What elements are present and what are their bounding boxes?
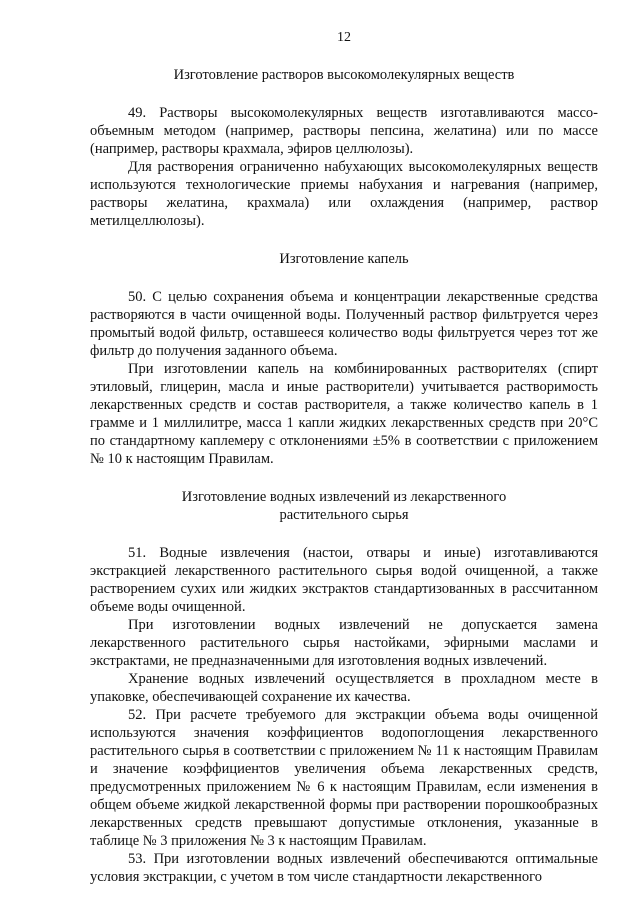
- section-drops: [90, 250, 598, 468]
- paragraph-49: 49. Растворы высокомолекулярных веществ изготавливаются массо-объемным методом (например, растворы пепсина, желатина) или по массе (например, растворы крахмала, эфиров целлюлозы).: [90, 105, 598, 157]
- section-water-extracts: [90, 488, 598, 886]
- paragraph-51: 51. Водные извлечения (настои, отвары и иные) изготавливаются экстракцией лекарственного растительного сырья водой очищенной, а также растворением сухих или жидких экстрактов стандартизованных в рассчитанном объеме воды очищенной.: [90, 545, 598, 615]
- paragraph-52: 52. При расчете требуемого для экстракции объема воды очищенной используются значения коэффициентов водопоглощения лекарственного растительного сырья в соответствии с приложением № 11 к настоящим Правилам и значение коэффициентов увеличения объема лекарственных средств, предусмотренных приложением № 6 к настоящим Правилам, если изменения в общем объеме жидкой лекарственной формы при растворении порошкообразных лекарственных средств превышают допустимые отклонения, указанные в таблице № 3 приложения № 3 к настоящим Правилам.: [90, 707, 598, 849]
- paragraph: При изготовлении водных извлечений не допускается замена лекарственного растительного сырья настойками, эфирными маслами и экстрактами, не предназначенными для изготовления водных извлечений.: [90, 617, 598, 669]
- paragraph: При изготовлении капель на комбинированных растворителях (спирт этиловый, глицерин, масла и иные растворители) учитывается растворимость лекарственных средств и состав растворителя, а также количество капель в 1 грамме и 1 миллилитре, масса 1 капли жидких лекарственных средств при 20°С по стандартному каплемеру с отклонениями ±5% в соответствии с приложением № 10 к настоящим Правилам.: [90, 361, 598, 467]
- paragraph: Для растворения ограниченно набухающих высокомолекулярных веществ используются технологические приемы набухания и нагревания (например, растворы желатина, крахмала) или охлаждения (например, раствор метилцеллюлозы).: [90, 159, 598, 229]
- section-hmw-solutions: [90, 66, 598, 230]
- section-heading: Изготовление капель: [279, 251, 409, 267]
- paragraph-53: 53. При изготовлении водных извлечений обеспечиваются оптимальные условия экстракции, с учетом в том числе стандартности лекарственного: [90, 851, 598, 885]
- section-heading-line-2: растительного сырья: [279, 507, 409, 523]
- section-heading-line-1: Изготовление водных извлечений из лекарственного: [181, 489, 507, 505]
- page-number: 12: [337, 30, 351, 45]
- paragraph: Хранение водных извлечений осуществляется в прохладном месте в упаковке, обеспечивающей сохранение их качества.: [90, 671, 598, 705]
- paragraph-50: 50. С целью сохранения объема и концентрации лекарственные средства растворяются в части очищенной воды. Полученный раствор фильтруется через промытый водой фильтр, оставшееся количество воды фильтруется через тот же фильтр до получения заданного объема.: [90, 289, 598, 359]
- section-heading: Изготовление растворов высокомолекулярных веществ: [173, 67, 515, 83]
